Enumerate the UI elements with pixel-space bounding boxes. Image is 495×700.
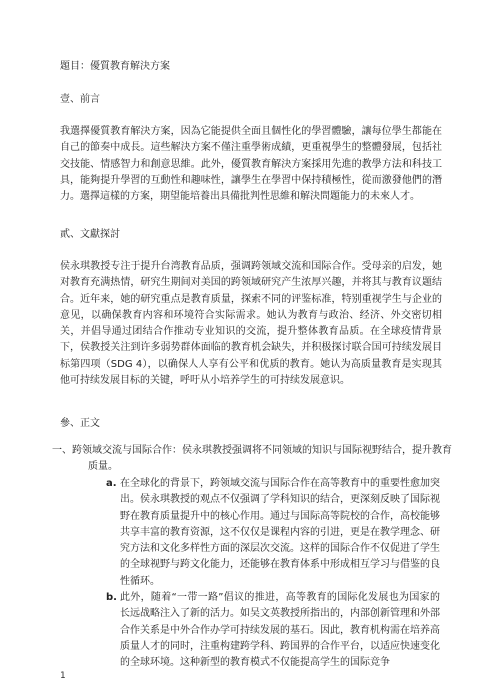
- list-item-text: 在全球化的背景下，跨领域交流与国际合作在高等教育中的重要性愈加突出。侯永琪教授的观点不仅强调了学科知识的结合，更深刻反映了国际视野在教育质量提升中的核心作用。通过与国际高等院校的合作，高校能够共享丰富的教育资源，这不仅仅是课程内容的引进，更是在教学理念、研究方法和文化多样性方面的深层次交流。这样的国际合作不仅促进了学生的全球视野与跨文化能力，还能够在教育体系中形成相互学习与借鉴的良性循环。: [120, 478, 440, 587]
- subsection-text: 跨领域交流与国际合作：侯永琪教授强调将不同领域的知识与国际视野结合，提升教育质量。: [72, 445, 452, 473]
- point-list: [106, 476, 440, 672]
- heading-preface: 壹、前言: [60, 94, 100, 105]
- paragraph-literature-review: 侯永琪教授专注于提升台湾教育品质，强调跨领域交流和国际合作。受母亲的启发，她对教育充满热情，研究生期间对美国的跨领域研究产生浓厚兴趣，并将其与教育议题结合。近年来，她的研究重点是教育质量，探索不同的评鉴标准，特别重视学生与企业的意见，以确保教育内容和环境符合实际需求。她认为教育与政治、经济、外交密切相关，并倡导通过团结合作推动专业知识的交流，提升整体教育品质。在全球疫情背景下，侯教授关注到许多弱势群体面临的教育机会缺失，并积极探讨联合国可持续发展目标第四项（SDG 4），以确保人人享有公平和优质的教育。她认为高质量教育是实现其他可持续发展目标的关键，呼吁从小培养学生的可持续发展意识。: [60, 261, 442, 387]
- document-title: 題目：優質教育解決方案: [60, 61, 170, 72]
- page-number: 1: [60, 671, 66, 681]
- list-marker: b.: [106, 592, 117, 604]
- list-item-text: 此外，随着“一带一路”倡议的推进，高等教育的国际化发展也为国家的长远战略注入了新的活力。如吴文英教授所指出的，内部创新管理和外部合作关系是中外合作办学可持续发展的基石。因此，教育机构需在培养高质量人才的同时，注重构建跨学科、跨国界的合作平台，以适应快速变化的全球环境。这种新型的教育模式不仅能提高学生的国际竞争: [120, 592, 440, 669]
- list-item: [106, 476, 440, 590]
- subsection-1: [52, 443, 458, 476]
- heading-main-text: 參、正文: [60, 418, 100, 429]
- heading-literature-review: 貳、文獻探討: [60, 229, 120, 240]
- paragraph-preface: 我選擇優質教育解決方案，因為它能提供全面且個性化的學習體驗，讓每位學生都能在自己的節奏中成長。這些解決方案不僅注重學術成績，更重視學生的整體發展，包括社交技能、情感智力和創意思維。此外，優質教育解決方案採用先進的教學方法和科技工具，能夠提升學習的互動性和趣味性，讓學生在學習中保持積極性，從而激發他們的潛力。選擇這樣的方案，期望能培養出具備批判性思維和解決問題能力的未來人才。: [60, 126, 442, 203]
- list-marker: a.: [106, 478, 117, 489]
- subsection-number: 一、: [52, 445, 72, 456]
- list-item: [106, 590, 440, 671]
